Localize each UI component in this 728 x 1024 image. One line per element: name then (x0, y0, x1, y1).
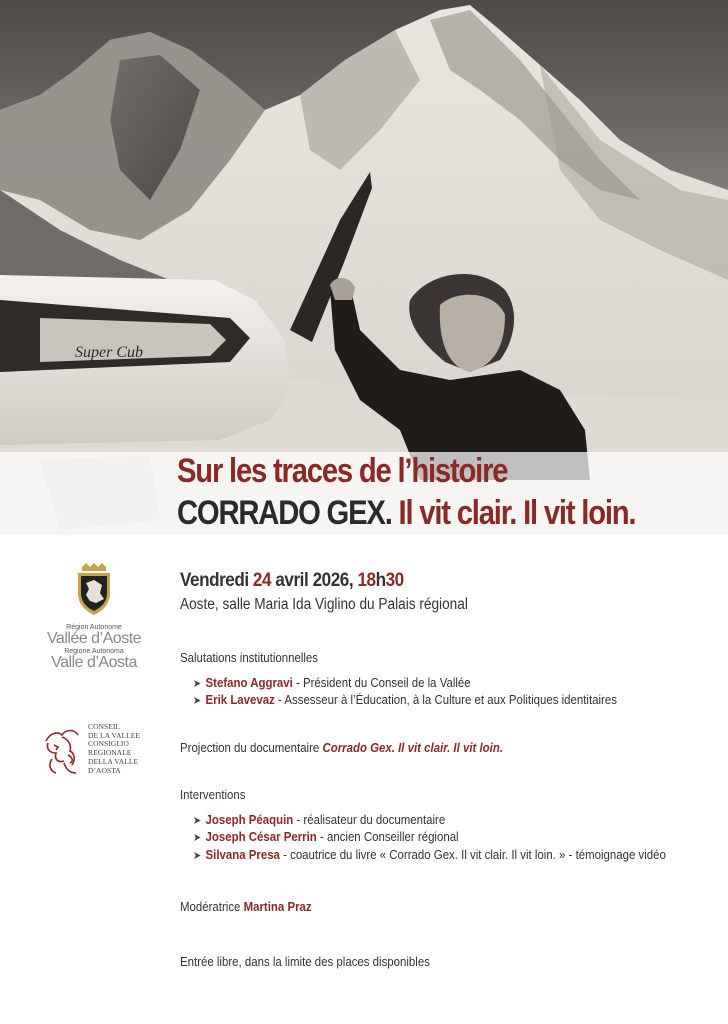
speaker-name: Erik Lavevaz (205, 692, 275, 707)
conseil-logo (40, 722, 141, 784)
list-item (193, 692, 617, 707)
conseil-line: DELLA VALLE (88, 756, 139, 766)
speaker-role: - réalisateur du documentaire (293, 812, 446, 827)
conseil-line: CONSIGLIO (88, 739, 129, 749)
salutations-heading: Salutations institutionnelles (180, 650, 319, 665)
speaker-role: - coautrice du livre « Corrado Gex. Il vit clair. Il vit loin. » - témoignage vidéo (279, 847, 666, 862)
event-venue: Aoste, salle Maria Ida Viglino du Palais régional (180, 596, 468, 613)
conseil-line: D’AOSTA (88, 765, 121, 775)
entry-note: Entrée libre, dans la limite des places disponibles (180, 954, 430, 969)
speaker-role: - ancien Conseiller régional (316, 829, 459, 844)
interventions-heading: Interventions (180, 787, 246, 802)
speaker-role: - Assesseur à l’Éducation, à la Culture et aux Politiques identitaires (274, 692, 617, 707)
speaker-role: - Président du Conseil de la Vallée (292, 675, 471, 690)
headline-name: CORRADO GEX. (177, 494, 392, 532)
region-label-fr: Région Autonome (66, 624, 122, 631)
moderator-name: Martina Praz (243, 899, 312, 914)
region-label-it: Regione Autonoma (64, 648, 124, 655)
region-name-it: Valle d’Aosta (51, 654, 137, 671)
projection-line (180, 740, 503, 755)
speaker-name: Silvana Presa (205, 847, 280, 862)
arrow-icon: ➤ (193, 850, 202, 862)
arrow-icon: ➤ (193, 815, 202, 827)
conseil-line: REGIONALE (88, 748, 132, 758)
lion-emblem-icon (40, 723, 84, 779)
event-date-number: 24 (252, 570, 272, 591)
documentary-title: Corrado Gex. Il vit clair. Il vit loin. (322, 740, 504, 755)
arrow-icon: ➤ (193, 832, 202, 844)
region-logo (46, 563, 142, 671)
event-month-year: avril 2026, (275, 570, 354, 591)
headline-tagline: Il vit clair. Il vit loin. (398, 494, 636, 532)
headline-line-2 (177, 494, 635, 533)
arrow-icon: ➤ (193, 678, 202, 690)
list-item (193, 829, 459, 844)
speaker-name: Joseph Péaquin (205, 812, 294, 827)
event-minutes: 30 (385, 570, 404, 591)
moderator-line (180, 899, 312, 914)
speaker-name: Stefano Aggravi (205, 675, 293, 690)
list-item (193, 675, 471, 690)
coat-of-arms-icon (74, 563, 114, 615)
moderator-label: Modératrice (180, 899, 244, 914)
projection-prefix: Projection du documentaire (180, 740, 323, 755)
plane-logo-text: Super Cub (75, 344, 143, 361)
headline-line-1: Sur les traces de l’histoire (177, 452, 508, 490)
conseil-line: CONSEIL (88, 722, 121, 731)
event-hour-separator: h (375, 570, 386, 591)
event-date (180, 570, 404, 592)
speaker-name: Joseph César Perrin (205, 829, 317, 844)
list-item (193, 812, 445, 827)
event-hour: 18 (357, 570, 376, 591)
conseil-text (88, 723, 168, 775)
event-day: Vendredi (180, 570, 249, 591)
region-name-fr: Vallée d’Aoste (46, 630, 142, 647)
conseil-line: DE LA VALLEE (88, 730, 141, 740)
list-item (193, 847, 666, 862)
arrow-icon: ➤ (193, 695, 202, 707)
